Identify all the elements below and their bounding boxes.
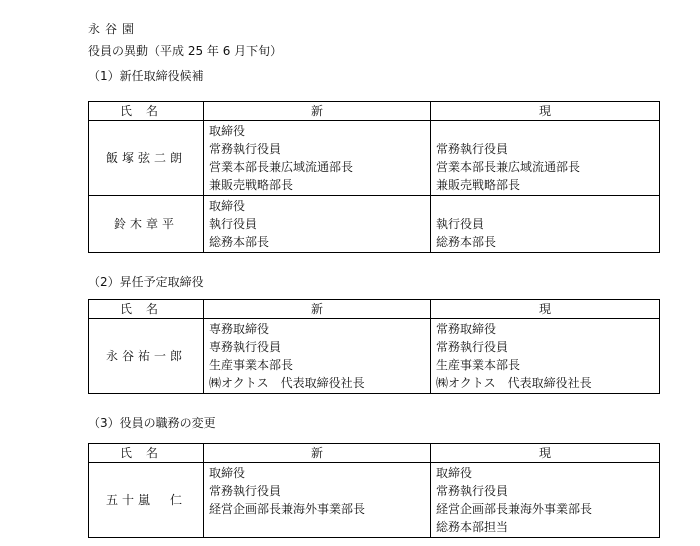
position-line: 常務執行役員 xyxy=(436,340,509,354)
table-row xyxy=(89,319,660,394)
current-positions xyxy=(431,196,660,253)
header-current: 現 xyxy=(431,102,660,121)
person-name: 永谷祐一郎 xyxy=(89,319,204,394)
position-line: 取締役 xyxy=(209,124,246,138)
current-positions xyxy=(431,319,660,394)
table-promoted-directors xyxy=(88,299,660,394)
position-line: 執行役員 xyxy=(209,217,258,231)
table-row xyxy=(89,121,660,196)
position-line: 兼販売戦略部長 xyxy=(209,178,294,192)
position-line: 総務本部担当 xyxy=(436,520,509,534)
position-line: 執行役員 xyxy=(436,217,485,231)
person-name: 五十嵐 仁 xyxy=(89,463,204,538)
position-line: 経営企画部長兼海外事業部長 xyxy=(209,502,366,516)
new-positions xyxy=(204,463,431,538)
table-header-row xyxy=(89,102,660,121)
table-row xyxy=(89,463,660,538)
table-header-row xyxy=(89,444,660,463)
company-name: 永谷園 xyxy=(88,22,140,36)
position-line xyxy=(436,197,659,215)
position-line: 取締役 xyxy=(436,466,473,480)
position-line: 常務執行役員 xyxy=(209,142,282,156)
position-line: 常務執行役員 xyxy=(436,142,509,156)
position-line: 取締役 xyxy=(209,199,246,213)
new-positions xyxy=(204,196,431,253)
position-line: 生産事業本部長 xyxy=(209,358,294,372)
position-line: 常務取締役 xyxy=(436,322,497,336)
position-line: 取締役 xyxy=(209,466,246,480)
position-line xyxy=(436,122,659,140)
position-line: 専務取締役 xyxy=(209,322,270,336)
header-new: 新 xyxy=(204,444,431,463)
position-line: ㈱オクトス 代表取締役社長 xyxy=(209,376,365,390)
section-title-new-directors: （1）新任取締役候補 xyxy=(88,69,204,83)
current-positions xyxy=(431,463,660,538)
position-line: 経営企画部長兼海外事業部長 xyxy=(436,502,593,516)
position-line: 総務本部長 xyxy=(209,235,270,249)
header-name: 氏名 xyxy=(89,444,204,463)
position-line: ㈱オクトス 代表取締役社長 xyxy=(436,376,592,390)
position-line: 常務執行役員 xyxy=(209,484,282,498)
position-line xyxy=(209,518,430,536)
table-row xyxy=(89,196,660,253)
person-name: 飯塚弦二朗 xyxy=(89,121,204,196)
section-title-promoted-directors: （2）昇任予定取締役 xyxy=(88,275,204,289)
position-line: 常務執行役員 xyxy=(436,484,509,498)
current-positions xyxy=(431,121,660,196)
header-current: 現 xyxy=(431,444,660,463)
section-title-duty-changes: （3）役員の職務の変更 xyxy=(88,416,216,430)
position-line: 営業本部長兼広域流通部長 xyxy=(436,160,581,174)
new-positions xyxy=(204,121,431,196)
person-name: 鈴木章平 xyxy=(89,196,204,253)
header-current: 現 xyxy=(431,300,660,319)
header-new: 新 xyxy=(204,102,431,121)
header-name: 氏名 xyxy=(89,300,204,319)
table-header-row xyxy=(89,300,660,319)
position-line: 総務本部長 xyxy=(436,235,497,249)
table-new-directors xyxy=(88,101,660,253)
position-line: 専務執行役員 xyxy=(209,340,282,354)
position-line: 生産事業本部長 xyxy=(436,358,521,372)
position-line: 兼販売戦略部長 xyxy=(436,178,521,192)
table-duty-changes xyxy=(88,443,660,538)
header-name: 氏名 xyxy=(89,102,204,121)
header-new: 新 xyxy=(204,300,431,319)
document-subtitle: 役員の異動（平成 25 年 6 月下旬） xyxy=(88,44,283,58)
new-positions xyxy=(204,319,431,394)
position-line: 営業本部長兼広域流通部長 xyxy=(209,160,354,174)
